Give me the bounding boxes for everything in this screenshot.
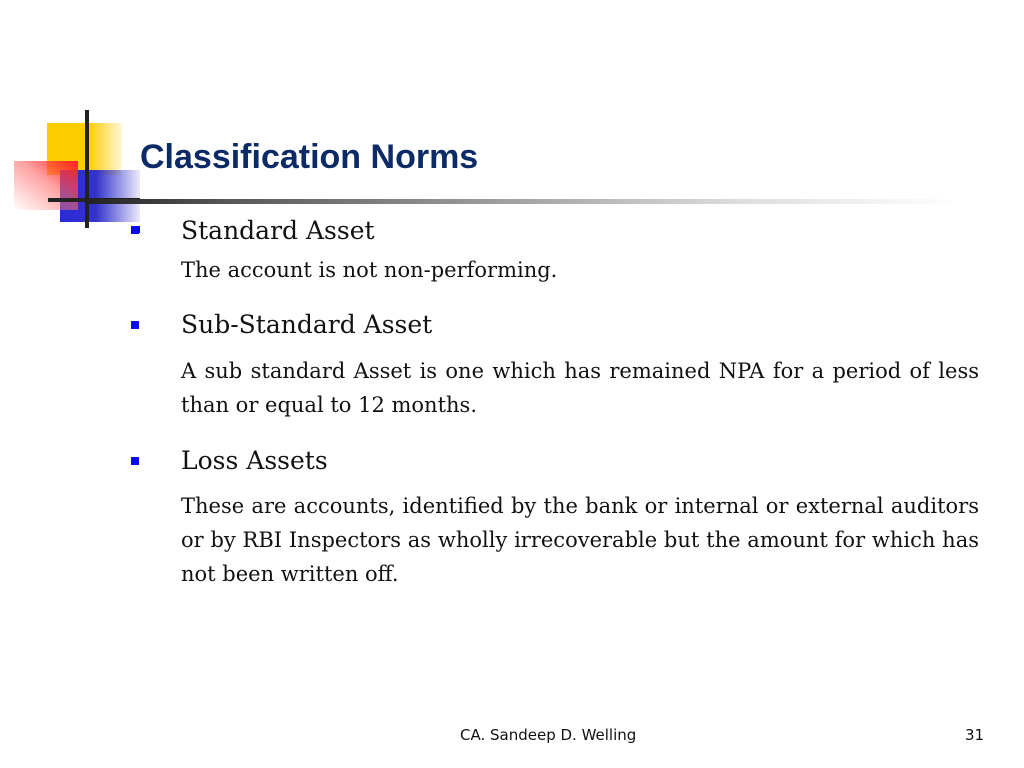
item-body-sub-standard-asset: A sub standard Asset is one which has remained NPA for a period of less than or equal to 12 months. (181, 359, 979, 417)
item-heading-standard-asset: Standard Asset (181, 216, 375, 245)
item-body-standard-asset: The account is not non-performing. (181, 258, 558, 282)
item-heading-sub-standard-asset: Sub-Standard Asset (181, 310, 433, 339)
slide-title: Classification Norms (140, 138, 479, 176)
bullet-square-icon (131, 226, 139, 234)
item-heading-loss-assets: Loss Assets (181, 446, 328, 475)
logo-red-square (14, 161, 78, 210)
footer-author: CA. Sandeep D. Welling (460, 726, 637, 744)
title-underline-divider (88, 199, 958, 204)
decorative-logo (0, 0, 160, 240)
footer-page-number: 31 (965, 726, 985, 744)
bullet-square-icon (131, 321, 139, 329)
item-body-loss-assets: These are accounts, identified by the bank or internal or external auditors or by RBI Inspectors as wholly irrecoverable but the amount for which has not been written off. (181, 494, 979, 586)
logo-vertical-line (85, 110, 89, 228)
bullet-square-icon (131, 457, 139, 465)
